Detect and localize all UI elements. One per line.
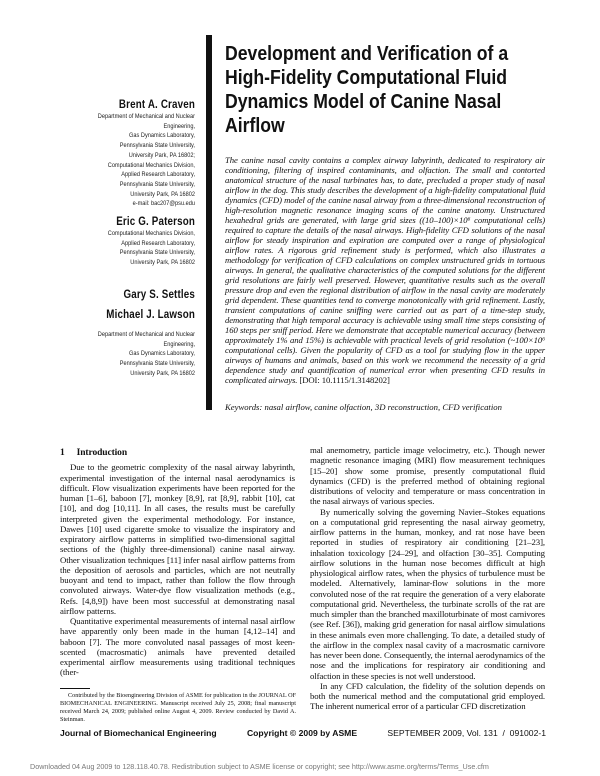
paragraph: In any CFD calculation, the fidelity of the solution depends on both the numerical method and the computational grid employed. The inherent numerical error of a particular CFD discretization	[310, 680, 545, 712]
affiliation-line: University Park, PA 16802	[130, 369, 195, 377]
paragraph: Quantitative experimental measurements of internal nasal airflow have apparently only been made in the human [4,12–14] and baboon [7]. The more convoluted nasal passages of most keen-scented (macrosmatic) animals have prevented detailed experimental airflow measurements using traditional techniques (ther-	[60, 616, 295, 678]
footnote-rule	[60, 688, 90, 689]
section-title: Introduction	[76, 448, 128, 458]
section-heading	[60, 448, 295, 458]
affiliation-line: Computational Mechanics Division,	[107, 230, 195, 238]
copyright: Copyright © 2009 by ASME	[246, 728, 358, 738]
author	[0, 330, 195, 379]
author-name: Gary S. Settles	[123, 288, 195, 301]
paper-title	[225, 42, 535, 138]
title-line: Development and Verification of a	[225, 42, 509, 65]
affiliation-line: University Park, PA 16802	[130, 259, 195, 267]
body-column-right	[310, 445, 545, 712]
body-column-left	[60, 448, 295, 678]
footnote: Contributed by the Bioengineering Division of ASME for publication in the JOURNAL OF BIOMECHANICAL ENGINEERING. Manuscript received July 25, 2008; final manuscript received March 24, 2009; published online August 4, 2009. Review conducted by David A. Steinman.	[60, 692, 296, 723]
affiliation-line: Computational Mechanics Division,	[107, 161, 195, 169]
author	[0, 98, 195, 209]
author-email: e-mail: bac207@psu.edu	[132, 200, 195, 208]
affiliation-line: Engineering,	[163, 122, 195, 130]
affiliation-line: Department of Mechanical and Nuclear	[97, 113, 195, 120]
author-name: Eric G. Paterson	[116, 216, 195, 229]
paragraph: Due to the geometric complexity of the nasal airway labyrinth, experimental investigation of the internal nasal aerodynamics is difficult. Flow visualization experiments have been reported for the human [1–6], baboon [7], monkey [8,9], rat [8,9], rabbit [10], cat [10], and dog [10,11]. In all cases, the results must be carefully interpreted given the experimental methodology. For instance, Dawes [10] used cigarette smoke to visualize the inspiratory and expiratory airflow patterns in simplified two-dimensional sagittal sections of the (highly three-dimensional) canine nasal airway. Other visualization techniques [11] infer nasal airflow patterns from the deposition of aerosols and particles, which are not neutrally buoyant and tend to impact, rather than follow the flow through convoluted airways. Water-dye flow visualization methods (e.g., Refs. [4,8,9]) have been most successful at demonstrating nasal airflow patterns.	[60, 462, 295, 616]
title-rule-bar	[206, 35, 212, 410]
affiliation-line: Pennsylvania State University,	[119, 249, 195, 257]
affiliation-line: Pennsylvania State University,	[119, 142, 195, 150]
affiliation-line: Pennsylvania State University,	[119, 180, 195, 188]
title-line: Dynamics Model of Canine Nasal	[225, 90, 502, 113]
section-number: 1	[60, 448, 65, 458]
title-line: High-Fidelity Computational Fluid	[225, 66, 508, 89]
doi-link[interactable]: [DOI: 10.1115/1.3148202]	[299, 375, 390, 385]
page-footer	[60, 728, 546, 738]
affiliation-line: Gas Dynamics Laboratory,	[129, 132, 195, 140]
affiliation-line: Department of Mechanical and Nuclear	[97, 330, 195, 338]
author-name: Michael J. Lawson	[106, 308, 195, 321]
title-line: Airflow	[225, 114, 285, 137]
download-notice: Downloaded 04 Aug 2009 to 128.118.40.78. Redistribution subject to ASME license or copyright; see http://www.asme.org/terms/Terms_Use.cfm	[30, 762, 489, 771]
paragraph: mal anemometry, particle image velocimetry, etc.). Though newer magnetic resonance imaging (MRI) flow measurement techniques [15–20] show some promise, presently computational fluid dynamics (CFD) is the preferred method of obtaining regional distributions of velocity and temperature or mass concentration in the nasal airways of various species.	[310, 445, 545, 507]
affiliation-line: Pennsylvania State University,	[119, 359, 195, 367]
affiliation-line: Applied Research Laboratory,	[121, 239, 195, 247]
issue-info: SEPTEMBER 2009, Vol. 131 / 091002-1	[387, 728, 546, 738]
affiliation-line: Gas Dynamics Laboratory,	[129, 350, 195, 358]
paragraph: By numerically solving the governing Navier–Stokes equations on a computational grid representing the nasal airway geometry, airflow patterns in the human, monkey, and rat nose have been reported in studies of respiratory air conditioning [21–23], inhalation toxicology [24–29], and olfaction [30–35]. Computing airflow solutions in the human nose becomes difficult at high physiological airflow rates, when the physics of turbulence must be modeled. Alternatively, laminar-flow solutions in the more convoluted nose of the rat require the generation of a very elaborate computational grid. Nevertheless, the turbinate scrolls of the rat are much simpler than the branched maxilloturbinate of most carnivores (see Ref. [36]), making grid generation for nasal airflow simulations in these animals even more challenging. To date, a detailed study of the airflow in the complex nasal cavity of a macrosmatic carnivore has never been done. Consequently, the internal aerodynamics of the nose and the implications for respiratory air conditioning and olfaction in these species is not well understood.	[310, 506, 545, 681]
keywords: Keywords: nasal airflow, canine olfaction, 3D reconstruction, CFD verification	[225, 402, 502, 412]
abstract	[225, 155, 545, 385]
author	[0, 215, 195, 268]
affiliation-line: University Park, PA 16802;	[128, 151, 195, 159]
authors-block	[0, 98, 195, 378]
affiliation-line: Engineering,	[163, 340, 195, 348]
abstract-text: The canine nasal cavity contains a complex airway labyrinth, dedicated to respiratory air conditioning, filtering of inspired contaminants, and olfaction. The small and contorted anatomical structure of the nasal turbinates has, to date, precluded a proper study of nasal airflow in the dog. This study describes the development of a high-fidelity computational fluid dynamics (CFD) model of the canine nasal airway from a three-dimensional reconstruction of high-resolution magnetic resonance imaging scans of the canine anatomy. Unstructured hexahedral grids are generated, with large grid sizes ((10–100)×10⁶ computational cells) required to capture the details of the nasal airways. High-fidelity CFD solutions of the nasal airflow for steady inspiration and expiration are computed over a range of physiological airflow rates. A rigorous grid refinement study is performed, which also illustrates a methodology for verification of CFD calculations on complex unstructured grids in tortuous airways. In general, the qualitative characteristics of the computed solutions for the different grid resolutions are fairly well preserved. However, quantitative results such as the overall pressure drop and even the regional distribution of airflow in the nasal cavity are moderately grid dependent. These quantities tend to converge monotonically with grid refinement. Lastly, transient computations of canine sniffing were carried out as part of a time-step study, demonstrating that high temporal accuracy is achievable using small time steps consisting of 160 steps per sniff period. Here we demonstrate that acceptable numerical accuracy (between approximately 1% and 15%) is achievable with practical levels of grid resolution (~100×10⁶ computational cells). Given the popularity of CFD as a tool for studying flow in the upper airways of humans and animals, based on this work we recommend the necessity of a grid dependence study and quantification of numerical error when presenting CFD results in complicated airways.	[225, 155, 545, 385]
journal-name: Journal of Biomechanical Engineering	[60, 728, 217, 738]
affiliation-line: Applied Research Laboratory,	[121, 171, 195, 179]
affiliation-line: University Park, PA 16802	[130, 190, 195, 198]
author-name: Brent A. Craven	[118, 99, 195, 111]
